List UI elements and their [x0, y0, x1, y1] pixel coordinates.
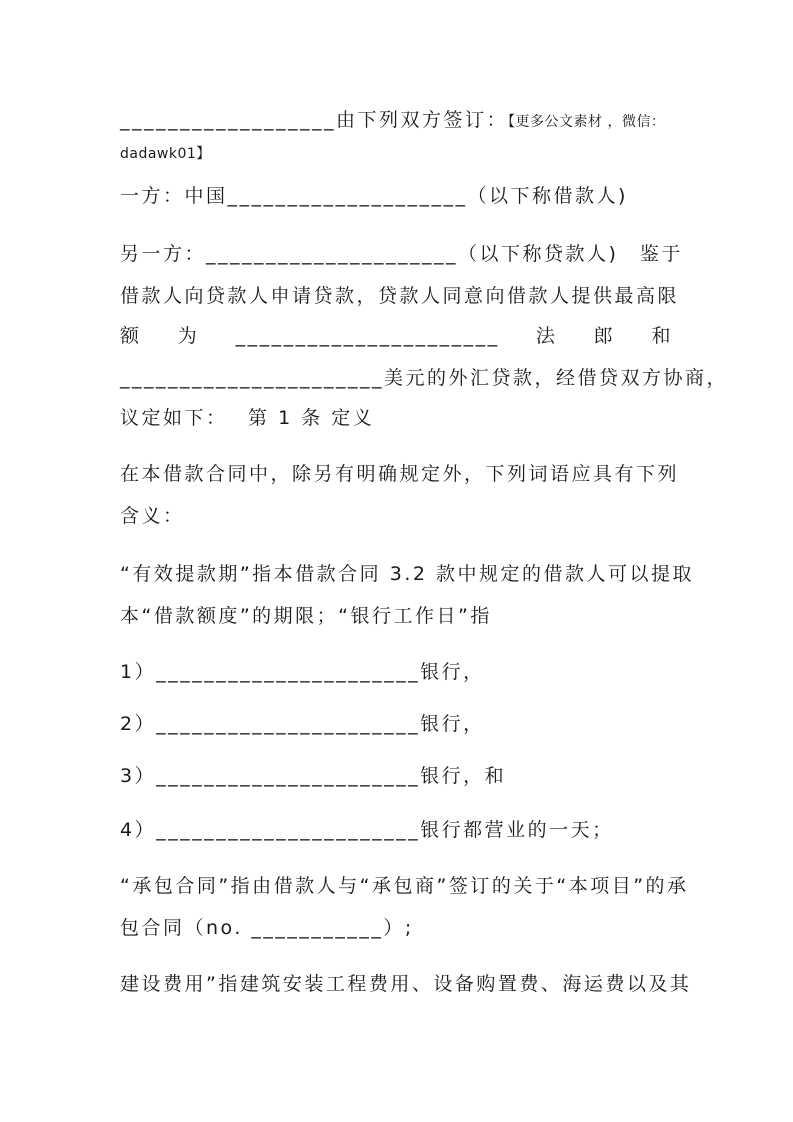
party-a-line: 一方：中国____________________（以下称借款人) [120, 185, 628, 207]
recital-line-1: 借款人向贷款人申请贷款，贷款人同意向借款人提供最高限 [120, 285, 680, 307]
definition-intro-2: 含义： [120, 505, 185, 527]
opening-line [120, 108, 665, 134]
bank-item-3: 3）______________________银行，和 [120, 765, 507, 787]
amount-line [120, 324, 673, 348]
source-note-cont: dadawk01】 [120, 146, 211, 162]
bank-item-4: 4）______________________银行都营业的一天； [120, 819, 614, 841]
bank-item-1: 1）______________________银行， [120, 661, 485, 683]
amount-blank: ______________________ [235, 325, 500, 347]
contract-definition-1: “承包合同”指由借款人与“承包商”签订的关于“本项目”的承 [120, 875, 689, 897]
definition-period-2: 本“借款额度”的期限；“银行工作日”指 [120, 605, 492, 627]
party-b-line: 另一方：_____________________（以下称贷款人) 鉴于 [120, 243, 683, 265]
article-1-heading: 议定如下： 第 1 条 定义 [120, 407, 375, 429]
cost-definition-1: 建设费用”指建筑安装工程费用、设备购置费、海运费以及其 [120, 973, 692, 995]
bank-item-2: 2）______________________银行， [120, 713, 485, 735]
contract-definition-2: 包合同（no. ___________）; [120, 917, 414, 939]
source-note: 【更多公文素材 ，微信： [508, 114, 666, 130]
definition-intro-1: 在本借款合同中，除另有明确规定外，下列词语应具有下列 [120, 463, 680, 485]
amount-word-1: 额 [120, 325, 142, 347]
amount-word-4: 郎 [593, 325, 616, 347]
amount-word-2: 为 [177, 325, 200, 347]
definition-period-1: “有效提款期”指本借款合同 3.2 款中规定的借款人可以提取 [120, 563, 694, 585]
amount-word-5: 和 [651, 325, 673, 347]
opening-text: __________________由下列双方签订： [120, 109, 509, 131]
recital-line-3: ______________________美元的外汇贷款，经借贷双方协商， [120, 367, 729, 389]
amount-word-3: 法 [535, 325, 558, 347]
